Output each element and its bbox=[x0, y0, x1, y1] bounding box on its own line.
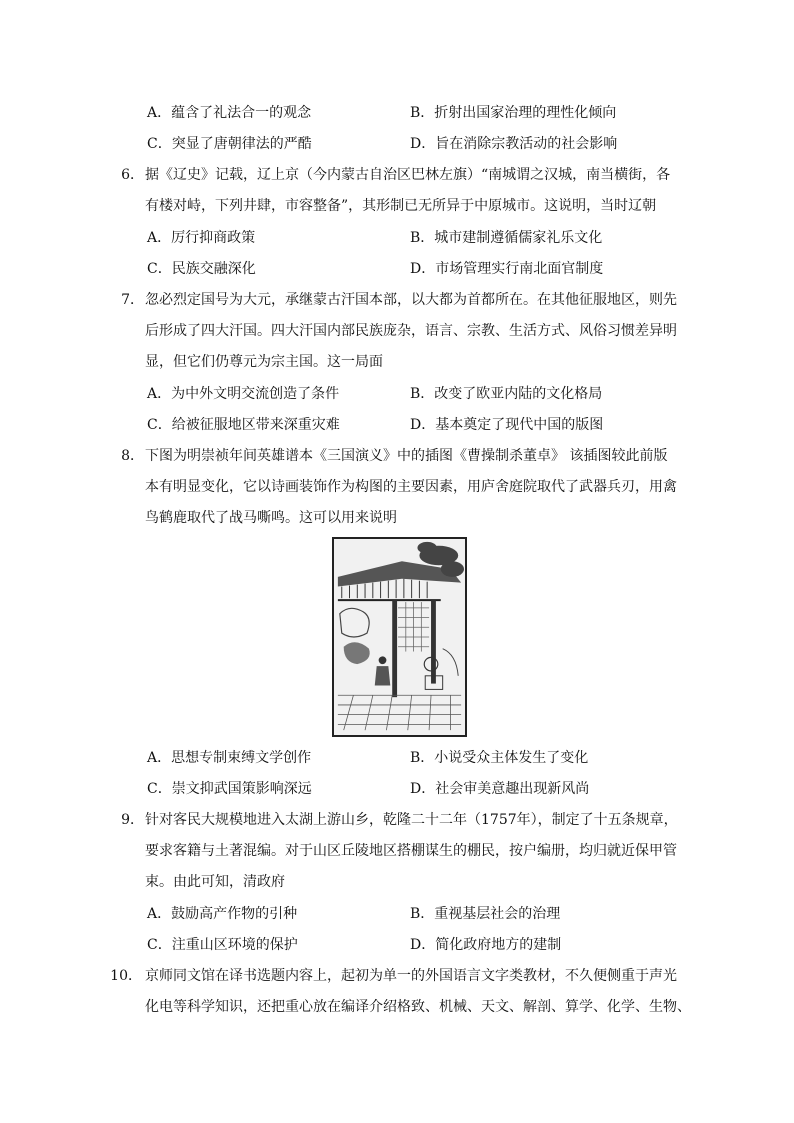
q8-option-c: C．崇文抑武国策影响深远 bbox=[147, 781, 312, 797]
q9-option-d: D．简化政府地方的建制 bbox=[410, 937, 562, 953]
q8-stem-line-3: 鸟鹤鹿取代了战马嘶鸣。这可以用来说明 bbox=[145, 510, 397, 526]
q8-option-d: D．社会审美意趣出现新风尚 bbox=[410, 781, 590, 797]
cao-cao-woodblock-illustration bbox=[332, 537, 467, 737]
q7-option-a: A．为中外文明交流创造了条件 bbox=[147, 386, 340, 402]
q9-option-c: C．注重山区环境的保护 bbox=[147, 937, 298, 953]
q9-stem-line-3: 束。由此可知，清政府 bbox=[145, 874, 285, 890]
q7-option-d: D．基本奠定了现代中国的版图 bbox=[410, 417, 604, 433]
q8-stem-line-1: 下图为明崇祯年间英雄谱本《三国演义》中的插图《曹操制杀董卓》 该插图较此前版 bbox=[145, 448, 668, 464]
q7-stem-line-3: 显，但它们仍尊元为宗主国。这一局面 bbox=[145, 354, 383, 370]
q10-stem-line-2: 化电等科学知识，还把重心放在编译介绍格致、机械、天文、解剖、算学、化学、生物、 bbox=[145, 999, 691, 1015]
q9-stem-line-1: 针对客民大规模地进入太湖上游山乡，乾隆二十二年（1757年），制定了十五条规章， bbox=[145, 812, 678, 828]
q8-option-a: A．思想专制束缚文学创作 bbox=[147, 750, 312, 766]
q5-option-b: B．折射出国家治理的理性化倾向 bbox=[410, 105, 617, 121]
q6-number: 6． bbox=[121, 167, 144, 183]
q7-stem-line-2: 后形成了四大汗国。四大汗国内部民族庞杂，语言、宗教、生活方式、风俗习惯差异明 bbox=[145, 323, 677, 339]
q8-number: 8． bbox=[121, 448, 144, 464]
q6-option-c: C．民族交融深化 bbox=[147, 261, 256, 277]
q6-option-d: D．市场管理实行南北面官制度 bbox=[410, 261, 604, 277]
q10-stem-line-1: 京师同文馆在译书选题内容上，起初为单一的外国语言文字类教材，不久便侧重于声光 bbox=[145, 968, 677, 984]
q9-option-b: B．重视基层社会的治理 bbox=[410, 906, 561, 922]
q9-stem-line-2: 要求客籍与土著混编。对于山区丘陵地区搭棚谋生的棚民，按户编册，均归就近保甲管 bbox=[145, 843, 677, 859]
q5-option-a: A．蕴含了礼法合一的观念 bbox=[147, 105, 312, 121]
q7-number: 7． bbox=[121, 292, 144, 308]
q5-option-c: C．突显了唐朝律法的严酷 bbox=[147, 136, 312, 152]
q7-option-c: C．给被征服地区带来深重灾难 bbox=[147, 417, 340, 433]
q6-stem-line-2: 有楼对峙，下列井肆，市容整备”，其形制已无所异于中原城市。这说明，当时辽朝 bbox=[145, 198, 657, 214]
q7-stem-line-1: 忽必烈定国号为大元，承继蒙古汗国本部，以大都为首都所在。在其他征服地区，则先 bbox=[145, 292, 677, 308]
q6-stem-line-1: 据《辽史》记载，辽上京（今内蒙古自治区巴林左旗）“南城谓之汉城，南当横街，各 bbox=[145, 167, 671, 183]
q7-option-b: B．改变了欧亚内陆的文化格局 bbox=[410, 386, 603, 402]
q6-option-b: B．城市建制遵循儒家礼乐文化 bbox=[410, 230, 603, 246]
q8-option-b: B．小说受众主体发生了变化 bbox=[410, 750, 589, 766]
q9-option-a: A．鼓励高产作物的引种 bbox=[147, 906, 298, 922]
q5-option-d: D．旨在消除宗教活动的社会影响 bbox=[410, 136, 618, 152]
illustration-drawing bbox=[334, 539, 465, 735]
q8-stem-line-2: 本有明显变化，它以诗画装饰作为构图的主要因素，用庐舍庭院取代了武器兵刃，用禽 bbox=[145, 479, 677, 495]
q6-option-a: A．厉行抑商政策 bbox=[147, 230, 256, 246]
q10-number: 10． bbox=[110, 968, 142, 984]
q9-number: 9． bbox=[121, 812, 144, 828]
